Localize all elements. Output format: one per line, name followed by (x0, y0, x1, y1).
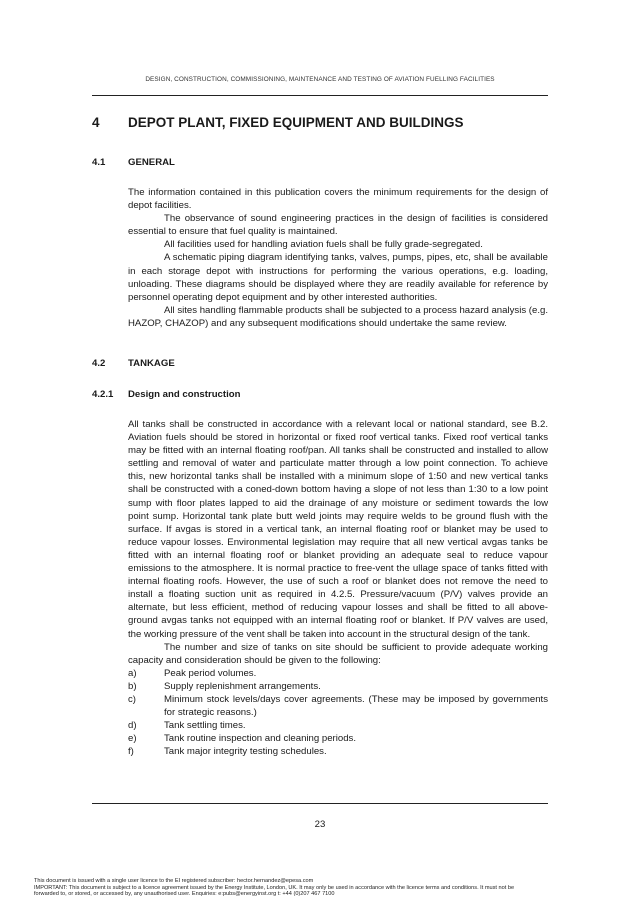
paragraph: All sites handling flammable products shall be subjected to a process hazard analysis (e.g. HAZOP, CHAZOP) and any subsequent modifications should undertake the same review. (128, 304, 548, 329)
page-number: 23 (314, 819, 326, 830)
list-item-label: d) (128, 720, 137, 732)
paragraph: The information contained in this publication covers the minimum requirements for the design of depot facilities. (128, 187, 548, 212)
paragraph: All facilities used for handling aviation fuels shall be fully grade-segregated. (164, 239, 483, 251)
paragraph: The observance of sound engineering practices in the design of facilities is considered essential to ensure that fuel quality is maintained. (128, 213, 548, 238)
section-4-2-1-number: 4.2.1 (92, 389, 114, 400)
list-item (128, 745, 548, 758)
section-4-1-number: 4.1 (92, 157, 106, 168)
list-item-text: Minimum stock levels/days cover agreements. (These may be imposed by governments for strategic reasons.) (164, 693, 548, 719)
list-item-label: b) (128, 680, 137, 692)
chapter-title: DEPOT PLANT, FIXED EQUIPMENT AND BUILDINGS (128, 115, 464, 130)
section-4-2-title: TANKAGE (128, 358, 175, 369)
section-4-2-1-title: Design and construction (128, 389, 241, 400)
list-item-text: Tank settling times. (164, 720, 246, 732)
section-4-1-body (128, 186, 548, 330)
list-item-text: Supply replenishment arrangements. (164, 680, 321, 692)
footer-rule (92, 803, 548, 804)
list-item (128, 732, 548, 745)
list-item (128, 719, 548, 732)
list-item-label: a) (128, 667, 137, 679)
list-item-label: c) (128, 693, 136, 705)
list-item (128, 693, 548, 719)
section-4-1-title: GENERAL (128, 157, 175, 168)
important-line-2: forwarded to, or stored, or accessed by, any unauthorised user. Enquiries: e:pubs@energyinst.org t: +44 (0)207 467 7100 (34, 891, 335, 898)
tank-considerations-list (128, 667, 548, 759)
paragraph: A schematic piping diagram identifying tanks, valves, pumps, pipes, etc, shall be available in each storage depot with instructions for performing the various operations, e.g. loading, unloading. These diagrams should be displayed where they are readily available for reference by personnel operating depot equipment and by other interested authorities. (128, 252, 548, 303)
running-header: DESIGN, CONSTRUCTION, COMMISSIONING, MAINTENANCE AND TESTING OF AVIATION FUELLING FACILITIES (145, 76, 495, 83)
header-rule (92, 95, 548, 96)
list-item-text: Peak period volumes. (164, 667, 257, 679)
chapter-number: 4 (92, 115, 100, 130)
paragraph: All tanks shall be constructed in accordance with a relevant local or national standard, see B.2. Aviation fuels should be stored in horizontal or fixed roof vertical tanks. Fixed roof vertical tanks may be fitted with an internal floating roof/pan. All tanks shall be constructed and installed to allow settling and removal of water and particulate matter through a low point connection. To achieve this, new horizontal tanks shall be installed with a minimum slope of 1:50 and new vertical tanks shall be constructed with a coned-down bottom having a slope of not less than 1:30 to a low point sump with floor plates lapped to aid the drainage of any moisture or sediment towards the low point sump. Horizontal tank plate butt weld joints may require welds to be ground flush with the surface. If avgas is stored in a vertical tank, an internal floating roof or blanket may be used to reduce vapour losses. Environmental legislation may require that all new vertical avgas tanks be fitted with an internal floating roof or blanket providing an adequate seal to reduce vapour emissions to the atmosphere. It is normal practice to free-vent the ullage space of tanks fitted with internal floating roofs. However, the use of such a roof or blanket does not remove the need to install a floating suction unit as required in 4.2.5. Pressure/vacuum (P/V) valves provide an alternate, but less efficient, method of reducing vapour losses and shall be fitted to all above-ground avgas tanks not equipped with an internal floating roof or blanket. If P/V valves are used, the working pressure of the vent shall be taken into account in the structural design of the tank. (128, 419, 548, 640)
list-item-text: Tank routine inspection and cleaning periods. (164, 733, 357, 745)
list-item-text: Tank major integrity testing schedules. (164, 746, 327, 758)
important-line-1: IMPORTANT: This document is subject to a licence agreement issued by the Energy Institute, London, UK. It may only be used in accordance with the licence terms and conditions. It must not be (34, 884, 515, 891)
list-item (128, 667, 548, 680)
licence-line: This document is issued with a single user licence to the EI registered subscriber: hector.hernandez@epesa.com (34, 878, 314, 884)
section-4-2-number: 4.2 (92, 358, 106, 369)
list-item (128, 680, 548, 693)
list-item-label: e) (128, 733, 137, 745)
section-4-2-1-body (128, 418, 548, 758)
paragraph: The number and size of tanks on site should be sufficient to provide adequate working capacity and consideration should be given to the following: (128, 641, 548, 666)
licence-notice (34, 878, 614, 898)
list-item-label: f) (128, 746, 134, 758)
